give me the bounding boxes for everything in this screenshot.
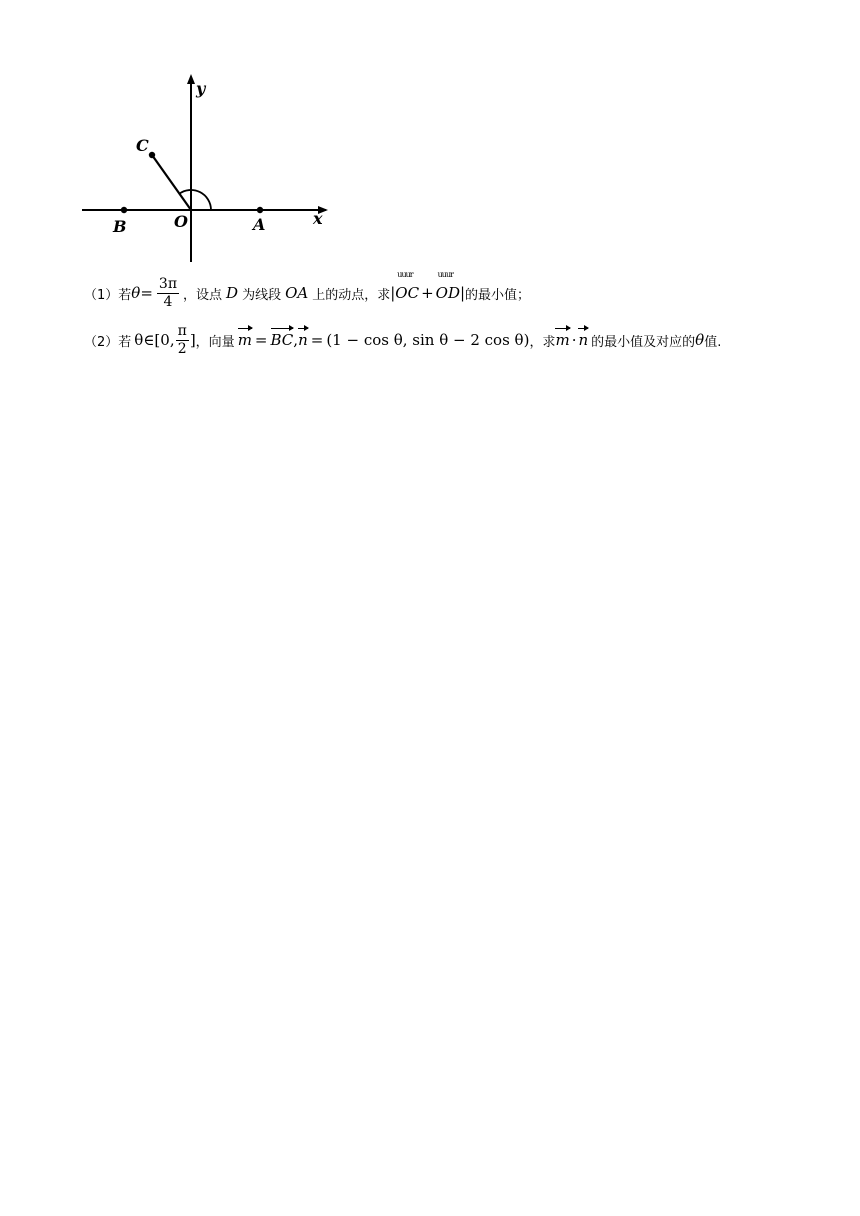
q1-point-d: D — [226, 284, 239, 302]
q1-plus: + — [421, 284, 434, 302]
q2-text-3: 的最小值及对应的 — [591, 334, 696, 350]
point-c — [149, 152, 155, 158]
q2-ruo: 若 — [118, 334, 132, 350]
q1-frac-den: 4 — [163, 293, 173, 310]
q1-theta-eq: θ= — [131, 284, 153, 302]
q2-comma: , — [293, 331, 299, 349]
q2-number: （2） — [84, 334, 119, 350]
q2-fraction — [176, 323, 189, 356]
q2-text-1: ，向量 — [195, 334, 235, 350]
q2-vector-m-2: m — [555, 331, 570, 349]
label-a: A — [253, 215, 266, 234]
q1-od-label: OD — [435, 284, 460, 302]
label-b: B — [113, 217, 127, 236]
q2-vector-n-2: n — [578, 331, 589, 349]
figure-svg — [70, 66, 350, 276]
q1-uuur-mark-1: uuur — [397, 270, 413, 279]
q2-vector-n: n — [298, 331, 308, 349]
q1-vector-oc — [395, 270, 420, 302]
q1-uuur-mark-2: uuur — [437, 270, 453, 279]
label-y: y — [196, 79, 206, 98]
q1-oc-label: OC — [395, 284, 420, 302]
q1-text-4: 的最小值； — [465, 287, 531, 303]
q2-text-2: ，求 — [529, 334, 556, 350]
q2-theta-in: θ∈[0, — [134, 331, 175, 349]
q2-vector-bc: BC — [270, 331, 294, 349]
question-2 — [84, 320, 721, 360]
q1-ruo: 若 — [118, 287, 132, 303]
q2-eq-2: = — [310, 331, 324, 349]
y-axis-arrow — [187, 74, 195, 84]
q2-frac-den: 2 — [177, 340, 187, 357]
q2-dot: · — [571, 331, 577, 349]
q1-fraction — [157, 276, 179, 309]
q2-text-4: 值. — [704, 334, 722, 350]
q1-frac-num: 3π — [158, 276, 178, 293]
q1-segment-oa: OA — [285, 284, 309, 302]
label-o: O — [174, 212, 188, 231]
q1-text-1: ，设点 — [183, 287, 223, 303]
q1-number: （1） — [84, 287, 119, 303]
point-b — [121, 207, 127, 213]
q2-frac-num: π — [177, 323, 187, 340]
q2-bracket-close: ] — [189, 331, 196, 349]
coordinate-figure — [70, 66, 350, 276]
segment-oc — [152, 155, 191, 210]
q2-eq-1: = — [254, 331, 268, 349]
question-1 — [84, 270, 530, 316]
q1-abs-open: | — [390, 284, 396, 302]
q2-n-components: (1 − cos θ, sin θ − 2 cos θ) — [326, 331, 530, 349]
q2-theta: θ — [695, 331, 705, 349]
q1-abs-close: | — [459, 284, 466, 302]
label-x: x — [313, 209, 323, 228]
q1-text-2: 为线段 — [242, 287, 282, 303]
q1-text-3: 上的动点，求 — [312, 287, 391, 303]
label-c: C — [136, 136, 149, 155]
q2-vector-m: m — [237, 331, 252, 349]
point-a — [257, 207, 263, 213]
q1-vector-od — [435, 270, 460, 302]
